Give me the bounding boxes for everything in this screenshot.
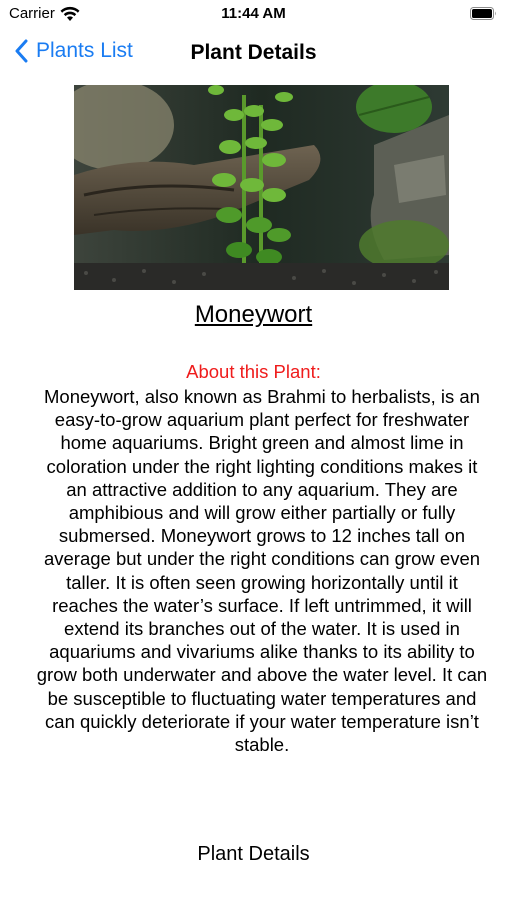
nav-title: Plant Details	[190, 41, 317, 64]
carrier-label: Carrier	[9, 5, 55, 22]
about-heading: About this Plant:	[186, 361, 321, 382]
aquarium-photo	[74, 85, 449, 290]
navigation-bar	[0, 30, 507, 76]
plant-image	[74, 85, 449, 290]
battery-icon	[470, 7, 497, 20]
back-button-label: Plants List	[36, 39, 133, 62]
status-time: 11:44 AM	[221, 5, 286, 22]
footer-label: Plant Details	[197, 843, 310, 865]
plant-name: Moneywort	[194, 301, 313, 328]
plant-description: Moneywort, also known as Brahmi to herbalists, is an easy-to-grow aquarium plant perfect for freshwater home aquariums. Bright green and almost lime in coloration under the right lighting conditions makes it an attractive addition to any aquarium. They are amphibious and will grow either partially or fully submersed. Moneywort grows to 12 inches tall on average but under the right conditions can grow even taller. It is often seen growing horizontally until it reaches the water’s surface. If left untrimmed, it will extend its branches out of the water. It is used in aquariums and vivariums alike thanks to its ability to grow both underwater and above the water level. It can be susceptible to fluctuating water temperatures and can quickly deteriorate if your water temperature isn’t stable.	[36, 386, 488, 756]
status-bar	[0, 0, 507, 30]
